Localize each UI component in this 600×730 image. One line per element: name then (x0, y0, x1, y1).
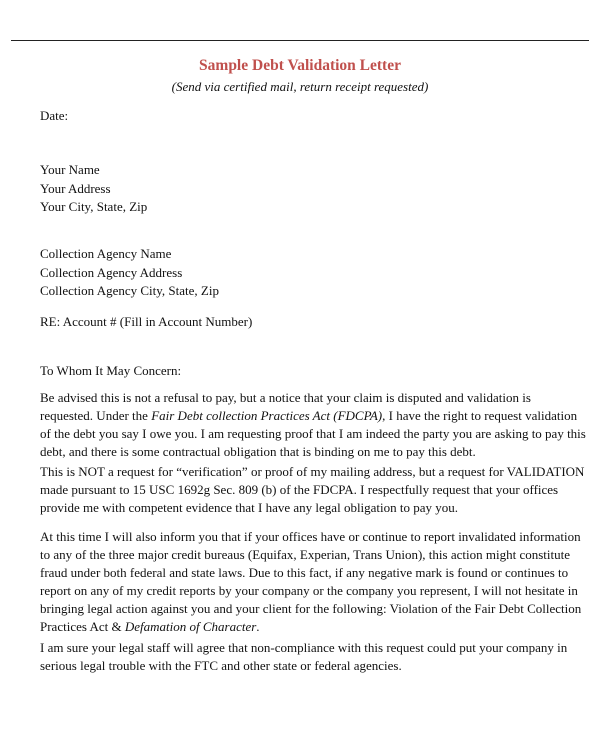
sender-city-state-zip: Your City, State, Zip (40, 199, 148, 214)
paragraph-line: report on any of my credit reports by your company or the company you represent, I will not hesitate in (40, 583, 578, 598)
paragraph-dispute-notice (40, 389, 592, 461)
paragraph-credit-reporting (40, 528, 592, 636)
recipient-city-state-zip: Collection Agency City, State, Zip (40, 283, 219, 298)
paragraph-line (40, 618, 592, 636)
paragraph-line: At this time I will also inform you that if your offices have or continue to report invalidated information (40, 529, 581, 544)
paragraph-line: debt, and there is some contractual obligation that is binding on me to pay this debt. (40, 444, 476, 459)
fdcpa-emphasis: Fair Debt collection Practices Act (FDCPA) (151, 408, 383, 423)
date-line (40, 107, 592, 126)
paragraph-text: requested. Under the (40, 408, 152, 423)
recipient-address: Collection Agency Address (40, 264, 183, 280)
salutation-text: To Whom It May Concern: (40, 363, 182, 378)
paragraph-compliance-warning (40, 639, 592, 675)
paragraph-line: made pursuant to 15 USC 1692g Sec. 809 (b) of the FDCPA. I respectfully request that your offices (40, 482, 559, 497)
date-label: Date: (40, 108, 69, 123)
paragraph-line: Be advised this is not a refusal to pay, but a notice that your claim is disputed and validation is (40, 390, 531, 405)
letter-title: Sample Debt Validation Letter (199, 57, 401, 74)
sender-name: Your Name (40, 162, 100, 177)
paragraph-text: . (256, 619, 260, 634)
re-line (40, 313, 592, 332)
paragraph-line: bringing legal action against you and your client for the following: Violation of the Fair Debt Collection (40, 601, 582, 616)
paragraph-line: to any of the three major credit bureaus (Equifax, Experian, Trans Union), this action might constitute (40, 547, 570, 562)
defamation-emphasis: Defamation of Character (124, 619, 257, 634)
paragraph-text: , I have the right to request validation (382, 408, 578, 423)
top-rule-divider (11, 40, 589, 41)
letter-subtitle: (Send via certified mail, return receipt requested) (171, 79, 429, 94)
account-reference: RE: Account # (Fill in Account Number) (40, 314, 253, 329)
sender-address-block (40, 161, 592, 217)
paragraph-line: fraud under both federal and state laws. Due to this fact, if any negative mark is found or continues to (40, 565, 569, 580)
paragraph-line: This is NOT a request for “verification” or proof of my mailing address, but a request for VALIDATION (40, 464, 585, 479)
paragraph-line (40, 407, 592, 425)
recipient-address-block (40, 245, 592, 301)
recipient-name: Collection Agency Name (40, 246, 172, 261)
paragraph-line: serious legal trouble with the FTC and other state or federal agencies. (40, 658, 402, 673)
paragraph-validation-request (40, 463, 592, 517)
paragraph-line: of the debt you say I owe you. I am requesting proof that I am indeed the party you are asking to pay this (40, 426, 586, 441)
paragraph-line: I am sure your legal staff will agree that non-compliance with this request could put your company in (40, 640, 568, 655)
sender-address: Your Address (40, 180, 111, 196)
salutation (40, 362, 592, 381)
paragraph-text: Practices Act & (40, 619, 125, 634)
paragraph-line: provide me with competent evidence that I have any legal obligation to pay you. (40, 500, 459, 515)
